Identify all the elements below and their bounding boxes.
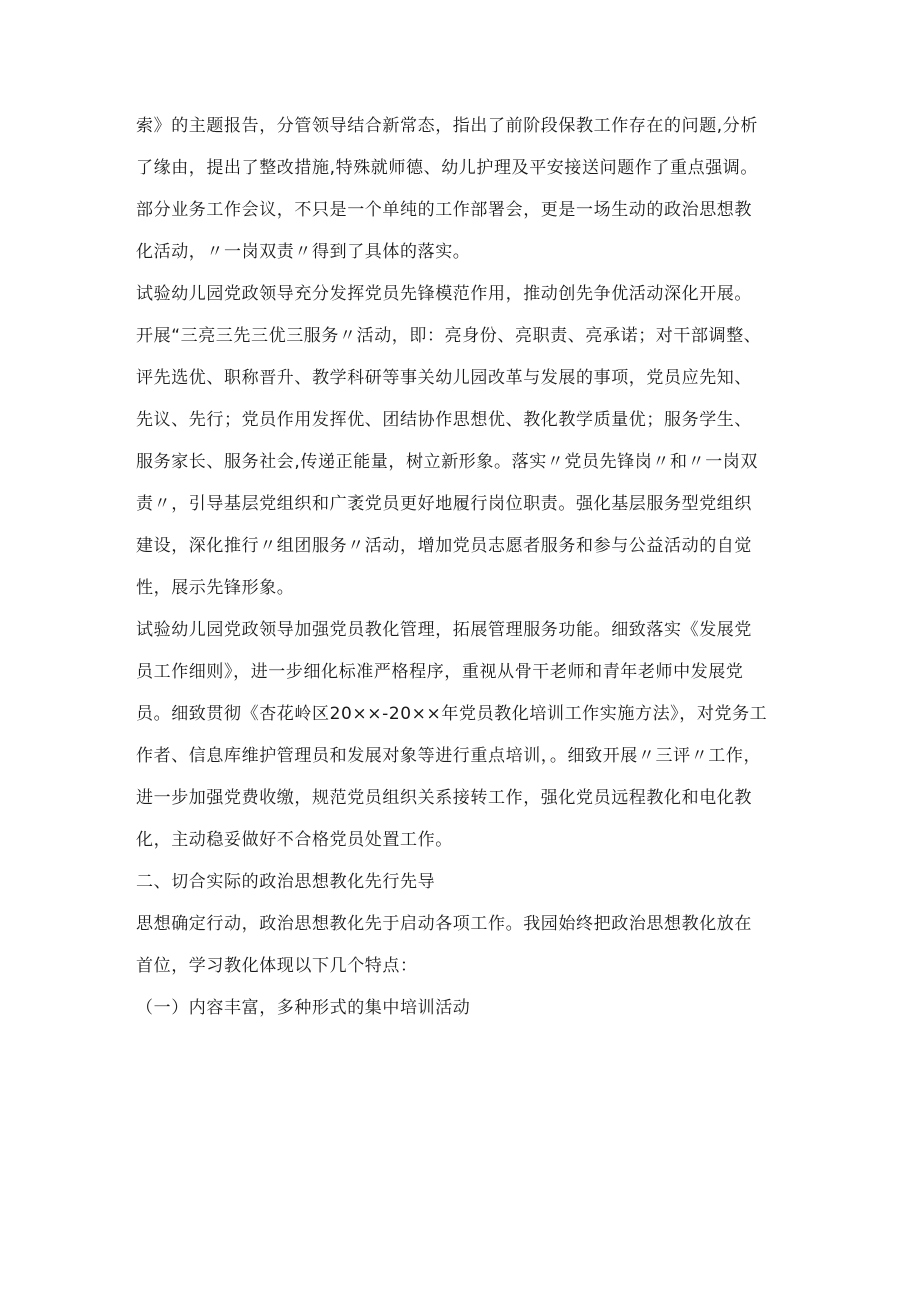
text-line: 索》的主题报告，分管领导结合新常态，指出了前阶段保教工作存在的问题,分析 <box>136 116 759 136</box>
text-line: 员工作细则》，进一步细化标准严格程序，重视从骨干老师和青年老师中发展党 <box>136 662 744 682</box>
text-line: 建设，深化推行〃组团服务〃活动，增加党员志愿者服务和参与公益活动的自觉 <box>136 536 752 556</box>
text-line: 进一步加强党费收缴，规范党员组织关系接转工作，强化党员远程教化和电化教 <box>136 788 752 808</box>
text-line: 责〃，引导基层党组织和广袤党员更好地履行岗位职责。强化基层服务型党组织 <box>136 494 752 514</box>
text-line: 性，展示先锋形象。 <box>136 578 295 598</box>
text-line: 作者、信息库维护管理员和发展对象等进行重点培训，。细致开展〃三评〃工作， <box>136 746 762 766</box>
text-line: 化活动，〃一岗双责〃得到了具体的落实。 <box>136 242 471 262</box>
text-line: 先议、先行；党员作用发挥优、团结协作思想优、教化教学质量优；服务学生、 <box>136 410 752 430</box>
text-line: 评先选优、职称晋升、教学科研等事关幼儿园改革与发展的事项，党员应先知、 <box>136 368 752 388</box>
text-line: 试验幼儿园党政领导加强党员教化管理，拓展管理服务功能。细致落实《发展党 <box>136 620 752 640</box>
text-line: 开展“三亮三先三优三服务〃活动，即：亮身份、亮职责、亮承诺；对干部调整、 <box>136 326 762 346</box>
text-line: 首位，学习教化体现以下几个特点： <box>136 956 418 976</box>
document-body <box>136 112 796 1022</box>
text-line: 了缘由，提出了整改措施,特殊就师德、幼儿护理及平安接送问题作了重点强调。 <box>136 158 759 178</box>
text-line: 化，主动稳妥做好不合格党员处置工作。 <box>136 830 453 850</box>
text-line: 思想确定行动，政治思想教化先于启动各项工作。我园始终把政治思想教化放在 <box>136 914 752 934</box>
section-heading: 二、切合实际的政治思想教化先行先导 <box>136 872 436 892</box>
text-line: 部分业务工作会议，不只是一个单纯的工作部署会，更是一场生动的政治思想教 <box>136 200 752 220</box>
subsection-heading: （一）内容丰富，多种形式的集中培训活动 <box>136 998 471 1018</box>
text-line: 服务家长、服务社会,传递正能量，树立新形象。落实〃党员先锋岗〃和〃一岗双 <box>136 452 759 472</box>
text-line: 员。细致贯彻《杏花岭区20××-20××年党员教化培训工作实施方法》，对党务工 <box>136 704 768 724</box>
text-line: 试验幼儿园党政领导充分发挥党员先锋模范作用，推动创先争优活动深化开展。 <box>136 284 752 304</box>
